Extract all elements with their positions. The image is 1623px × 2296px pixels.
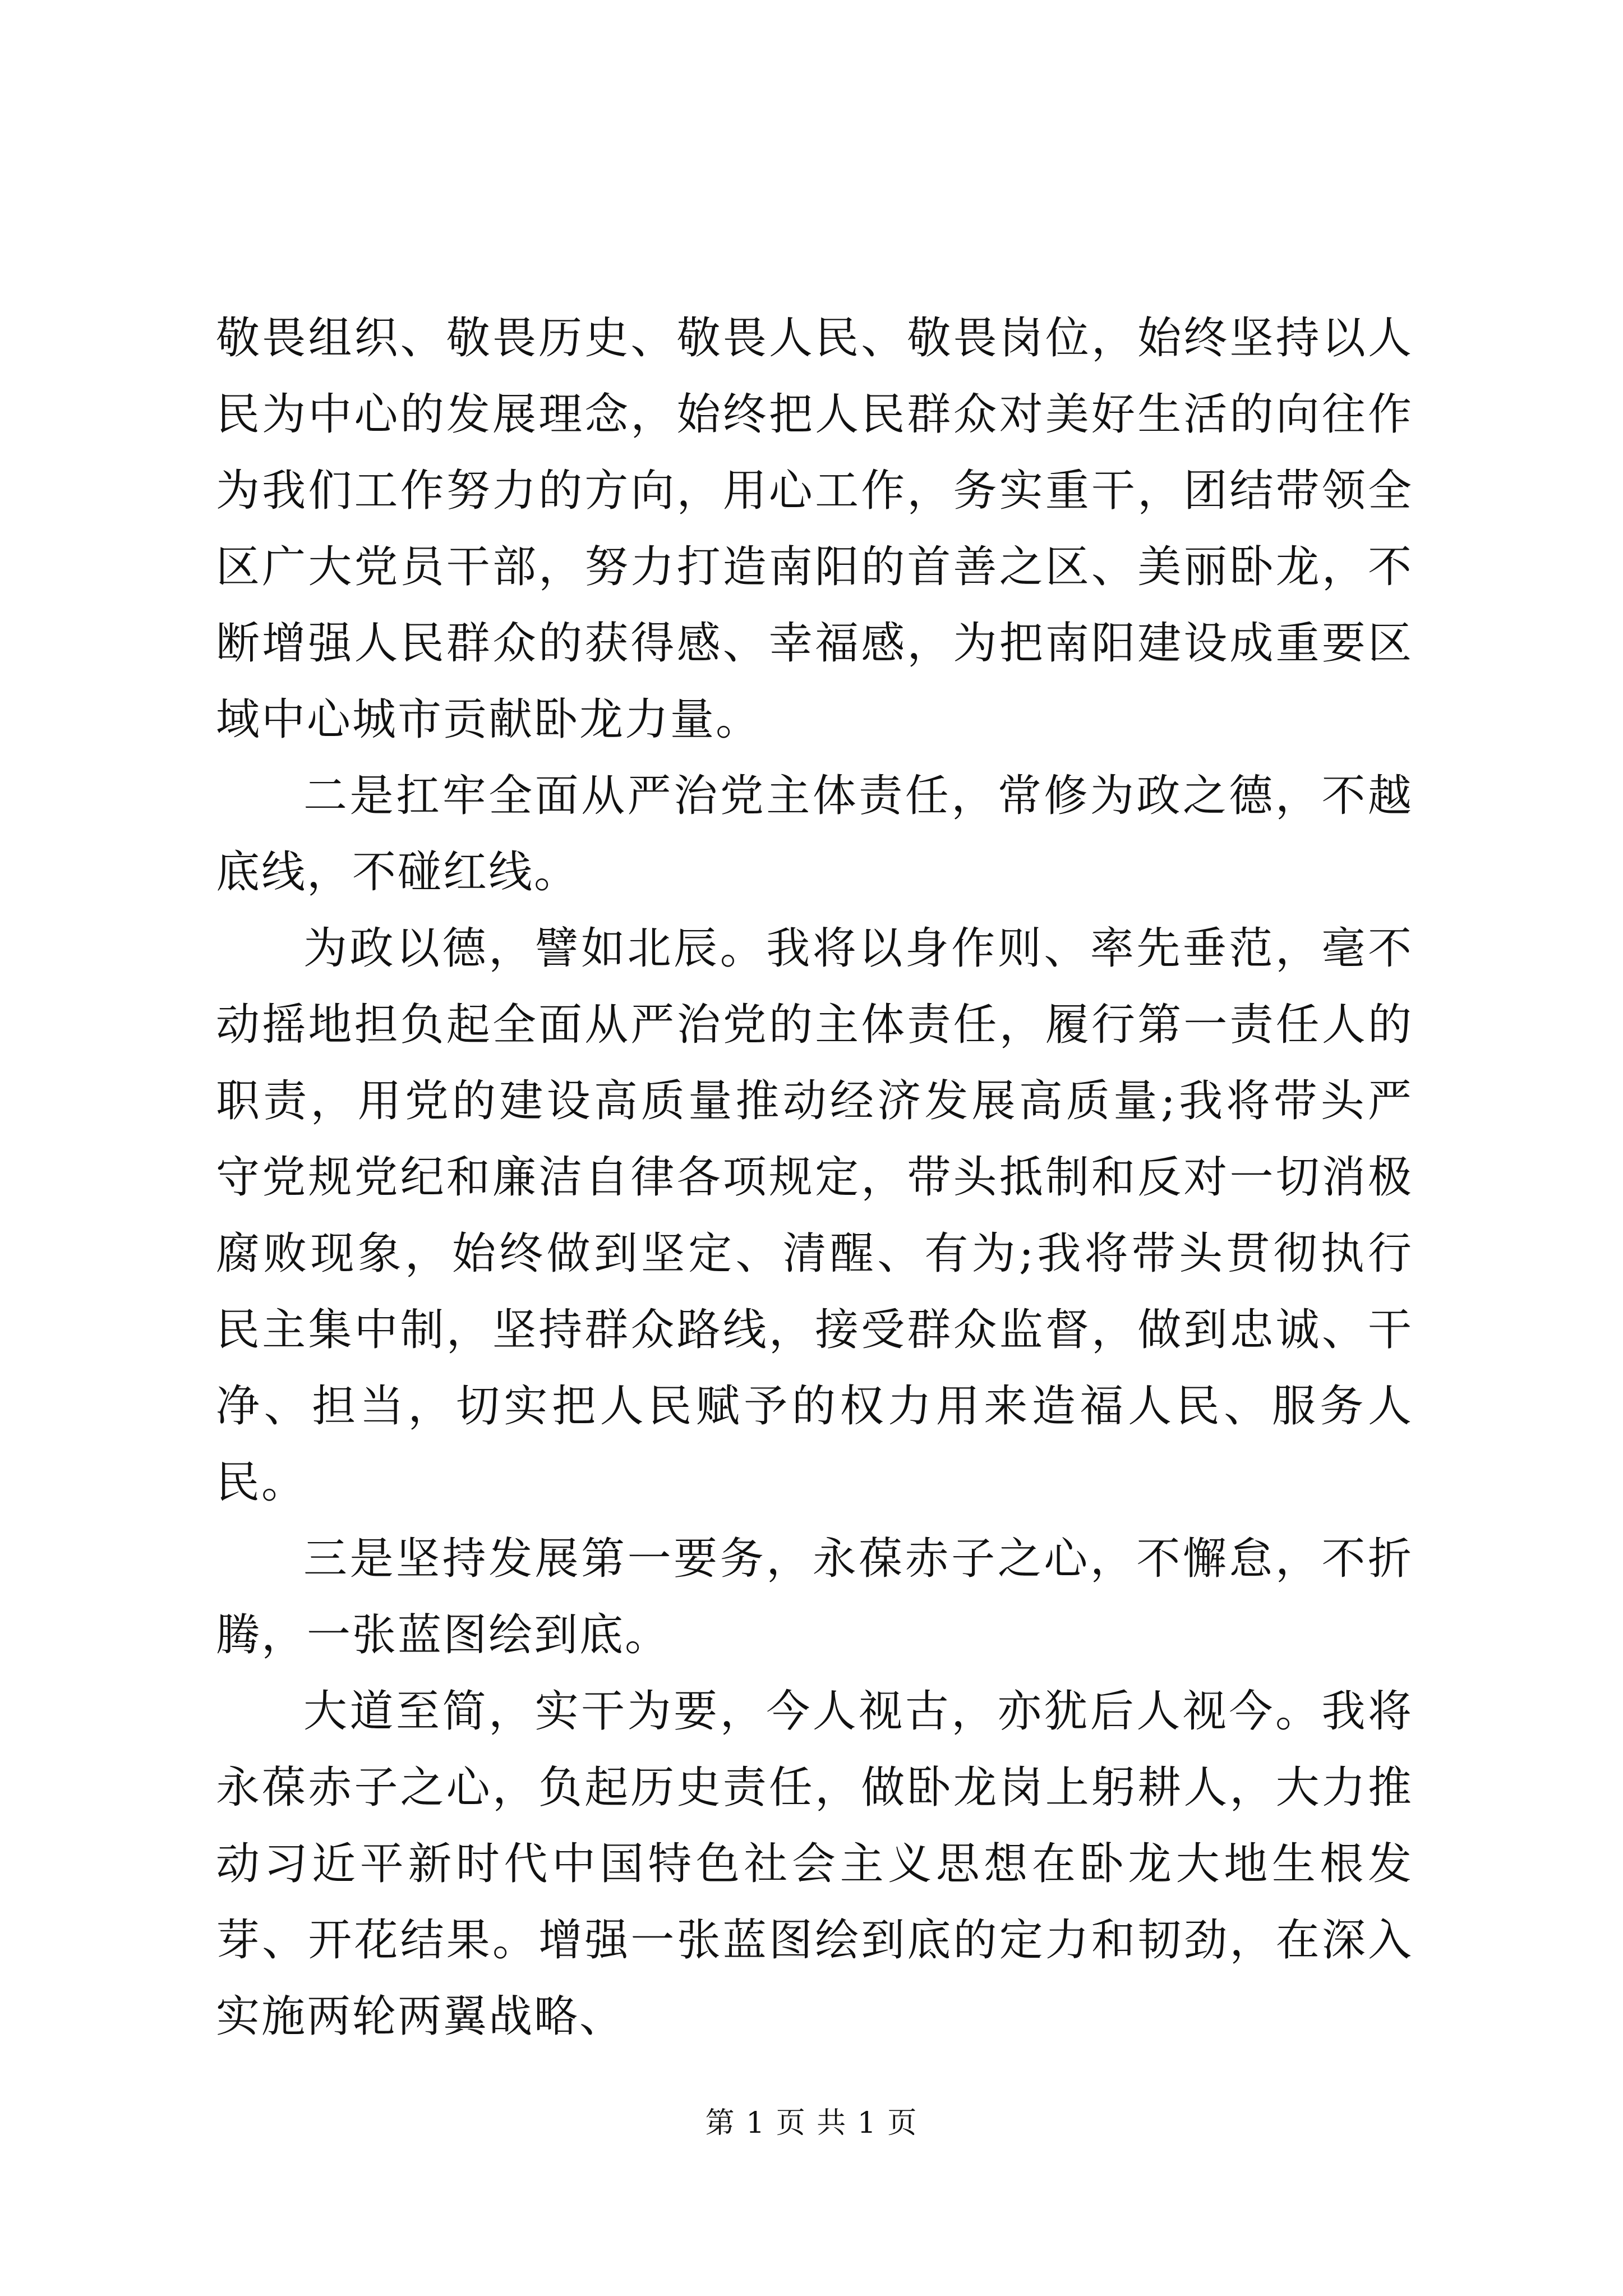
paragraph-point-three: 三是坚持发展第一要务，永葆赤子之心，不懈怠，不折腾，一张蓝图绘到底。 <box>216 1534 1413 1660</box>
paragraph-point-two: 二是扛牢全面从严治党主体责任，常修为政之德，不越底线，不碰红线。 <box>216 771 1413 898</box>
paragraph-continuation: 敬畏组织、敬畏历史、敬畏人民、敬畏岗位，始终坚持以人民为中心的发展理念，始终把人民群众对美好生活的向往作为我们工作努力的方向，用心工作，务实重干，团结带领全区广大党员干部，努力打造南阳的首善之区、美丽卧龙，不断增强人民群众的获得感、幸福感，为把南阳建设成重要区域中心城市贡献卧龙力量。 <box>216 313 1413 745</box>
page-footer: 第 1 页 共 1 页 <box>705 2106 918 2140</box>
paragraph-virtue: 为政以德，譬如北辰。我将以身作则、率先垂范，毫不动摇地担负起全面从严治党的主体责任，履行第一责任人的职责，用党的建设高质量推动经济发展高质量;我将带头严守党规党纪和廉洁自律各项规定，带头抵制和反对一切消极腐败现象，始终做到坚定、清醒、有为;我将带头贯彻执行民主集中制，坚持群众路线，接受群众监督，做到忠诚、干净、担当，切实把人民赋予的权力用来造福人民、服务人民。 <box>216 923 1413 1508</box>
document-body <box>216 300 1413 2055</box>
paragraph-practice: 大道至简，实干为要，今人视古，亦犹后人视今。我将永葆赤子之心，负起历史责任，做卧龙岗上躬耕人，大力推动习近平新时代中国特色社会主义思想在卧龙大地生根发芽、开花结果。增强一张蓝图绘到底的定力和韧劲，在深入实施两轮两翼战略、 <box>216 1686 1413 2042</box>
